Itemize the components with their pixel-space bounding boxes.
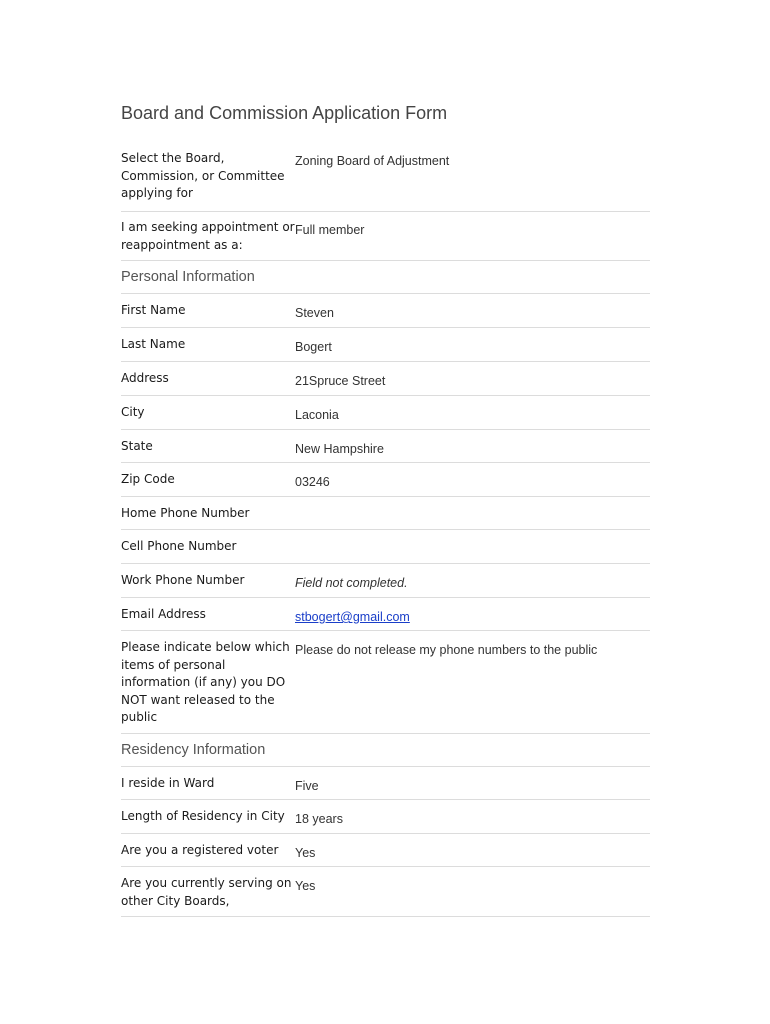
release-row [121,631,650,734]
address-label: Address [121,371,169,385]
form-title: Board and Commission Application Form [121,103,448,123]
state-label: State [121,439,153,453]
home-phone-label: Home Phone Number [121,506,250,520]
personal-section-heading: Personal Information [121,261,650,294]
application-form [121,147,650,917]
board-value: Zoning Board of Adjustment [295,154,450,168]
zip-row [121,463,650,497]
last-name-value: Bogert [295,340,332,354]
first-name-label: First Name [121,303,186,317]
cell-phone-label: Cell Phone Number [121,539,237,553]
address-value: 21Spruce Street [295,374,386,388]
work-phone-label: Work Phone Number [121,573,245,587]
residency-section-heading: Residency Information [121,734,650,767]
residency-length-row [121,800,650,834]
city-row [121,396,650,430]
email-label: Email Address [121,607,206,621]
board-label: Select the Board, Commission, or Committee applying for [121,151,285,200]
first-name-value: Steven [295,306,334,320]
last-name-label: Last Name [121,337,186,351]
appointment-row [121,212,650,261]
ward-row [121,767,650,800]
state-value: New Hampshire [295,442,384,456]
state-row [121,430,650,463]
ward-value: Five [295,779,319,793]
work-phone-value: Field not completed. [295,576,408,590]
registered-voter-label: Are you a registered voter [121,843,279,857]
registered-voter-value: Yes [295,846,316,860]
city-value: Laconia [295,408,339,422]
zip-value: 03246 [295,475,330,489]
appointment-value: Full member [295,223,365,237]
release-value: Please do not release my phone numbers to the public [295,643,598,657]
city-label: City [121,405,145,419]
cell-phone-row [121,530,650,564]
zip-label: Zip Code [121,472,175,486]
email-row [121,598,650,631]
cell-phone-value [295,535,650,563]
residency-length-value: 18 years [295,812,343,826]
residency-length-label: Length of Residency in City [121,809,285,823]
release-label: Please indicate below which items of personal information (if any) you DO NOT want released to the public [121,640,290,724]
home-phone-row [121,497,650,530]
address-row [121,362,650,396]
other-boards-row [121,867,650,917]
first-name-row [121,294,650,328]
registered-voter-row [121,834,650,867]
email-link[interactable]: stbogert@gmail.com [295,610,410,624]
board-row [121,147,650,212]
appointment-label: I am seeking appointment or reappointment as a: [121,220,295,252]
other-boards-value: Yes [295,879,316,893]
last-name-row [121,328,650,362]
ward-label: I reside in Ward [121,776,215,790]
work-phone-row [121,564,650,598]
other-boards-label: Are you currently serving on other City Boards, [121,876,292,908]
home-phone-value [295,502,650,529]
